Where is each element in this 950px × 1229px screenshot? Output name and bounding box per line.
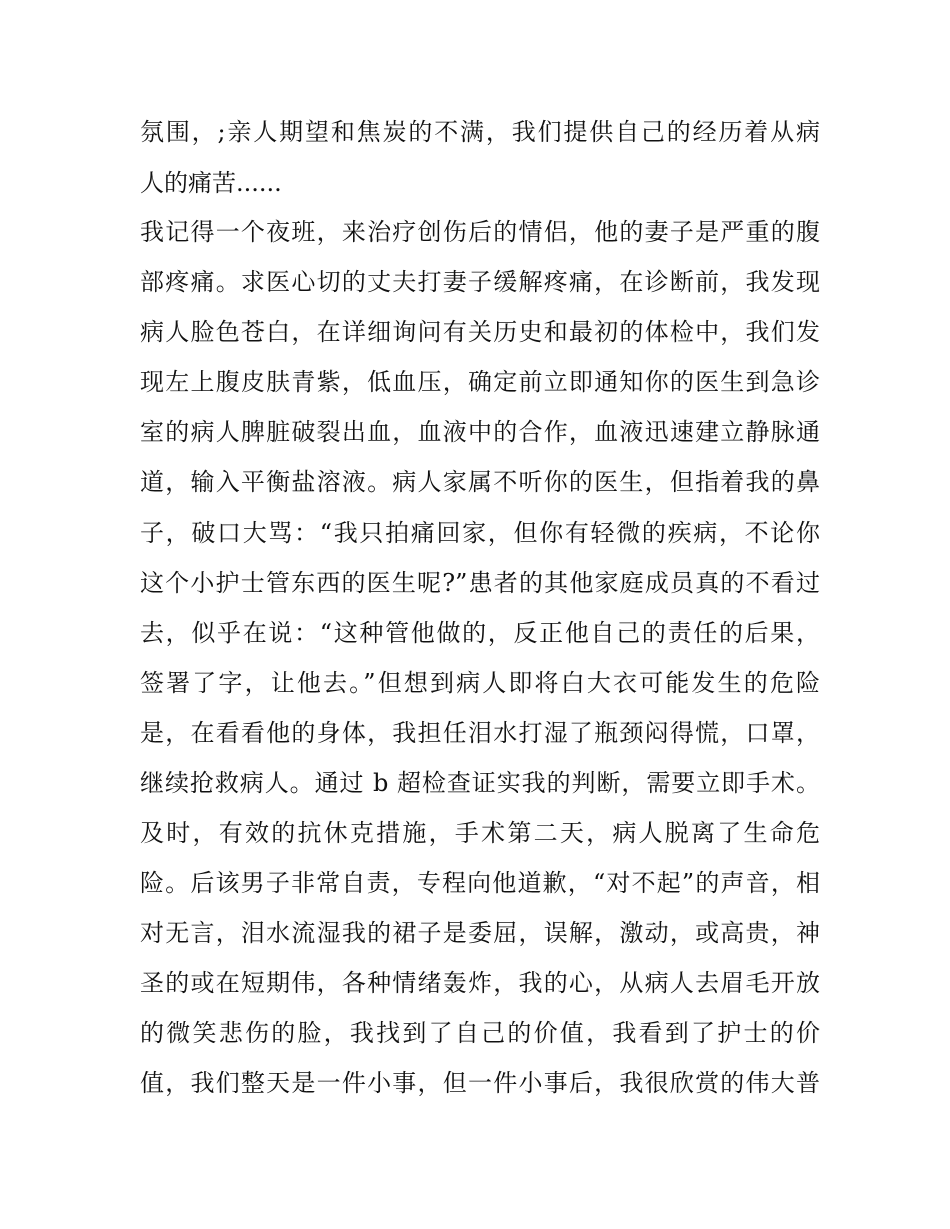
text-line: 去，似乎在说：“这种管他做的，反正他自己的责任的后果，: [140, 619, 820, 647]
text-line: 道，输入平衡盐溶液。病人家属不听你的医生，但指着我的鼻: [140, 468, 820, 496]
text-line: 值，我们整天是一件小事，但一件小事后，我很欣赏的伟大普: [140, 1069, 820, 1097]
text-line: 继续抢救病人。通过 b 超检查证实我的判断，需要立即手术。: [140, 769, 820, 797]
text-line: 病人脸色苍白，在详细询问有关历史和最初的体检中，我们发: [140, 318, 820, 346]
text-line: 圣的或在短期伟，各种情绪轰炸，我的心，从病人去眉毛开放: [140, 969, 820, 997]
text-line: 子，破口大骂：“我只拍痛回家，但你有轻微的疾病，不论你: [140, 519, 820, 547]
text-line: 现左上腹皮肤青紫，低血压，确定前立即通知你的医生到急诊: [140, 368, 820, 396]
text-line: 氛围，;亲人期望和焦炭的不满，我们提供自己的经历着从病: [140, 118, 820, 146]
text-line: 这个小护士管东西的医生呢?”患者的其他家庭成员真的不看过: [140, 569, 820, 597]
text-line: 我记得一个夜班，来治疗创伤后的情侣，他的妻子是严重的腹: [140, 218, 820, 246]
text-line: 部疼痛。求医心切的丈夫打妻子缓解疼痛，在诊断前，我发现: [140, 268, 820, 296]
text-line: 的微笑悲伤的脸，我找到了自己的价值，我看到了护士的价: [140, 1019, 820, 1047]
text-line: 对无言，泪水流湿我的裙子是委屈，误解，激动，或高贵，神: [140, 919, 820, 947]
text-line: 是，在看看他的身体，我担任泪水打湿了瓶颈闷得慌，口罩，: [140, 719, 820, 747]
text-line: 签署了字，让他去。”但想到病人即将白大衣可能发生的危险: [140, 669, 820, 697]
text-line: 室的病人脾脏破裂出血，血液中的合作，血液迅速建立静脉通: [140, 418, 820, 446]
text-line: 人的痛苦......: [140, 169, 282, 197]
text-line: 险。后该男子非常自责，专程向他道歉，“对不起”的声音，相: [140, 869, 820, 897]
text-line: 及时，有效的抗休克措施，手术第二天，病人脱离了生命危: [140, 819, 820, 847]
